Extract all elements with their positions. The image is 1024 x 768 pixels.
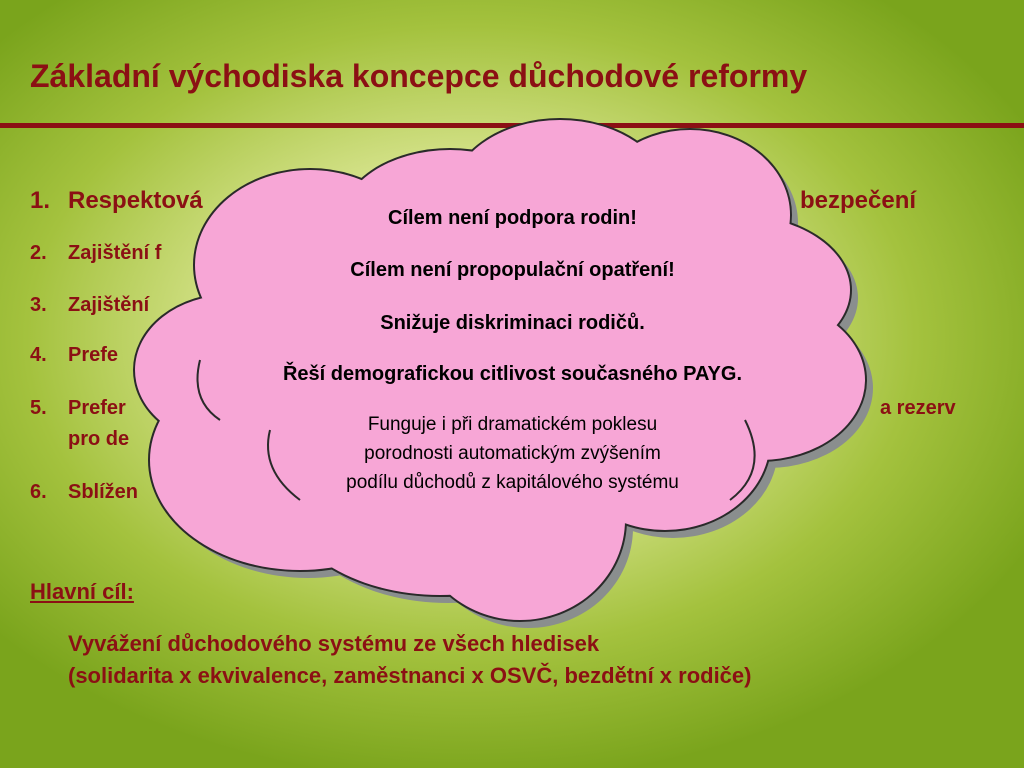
point-text: Zajištění [68,294,150,316]
point-text-end: a rezerv [880,397,956,419]
cloud-note-line-2: porodnosti automatickým zvýšením [364,443,661,464]
point-number: 2. [30,242,47,264]
point-number: 1. [30,187,51,214]
point-text: Prefe [68,344,119,366]
cloud-note [260,410,765,497]
cloud-line-3: Snižuje diskriminaci rodičů. [380,312,645,334]
cloud-line-4: Řeší demografickou citlivost současného PAYG. [282,363,743,385]
point-number: 5. [30,397,47,419]
cloud-note-line-1: Funguje i při dramatickém poklesu [367,414,658,435]
point-text: Prefer [68,397,126,419]
cloud-line-2: Cílem není propopulační opatření! [350,259,675,281]
point-text: Zajištění f [68,242,162,264]
point-text-end: bezpečení [800,187,917,214]
point-number: 6. [30,481,47,503]
slide-title: Základní východiska koncepce důchodové reformy [30,58,808,94]
point-number: 4. [30,344,47,366]
point-text: Respektová [68,187,203,214]
main-goal-line-2: (solidarita x ekvivalence, zaměstnanci x OSVČ, bezdětní x rodiče) [68,663,752,688]
cloud-note-line-3: podílu důchodů z kapitálového systému [346,472,679,493]
point-text-continuation: pro de [68,428,130,450]
point-text: Sblížen [68,481,139,503]
main-goal-label: Hlavní cíl: [30,579,134,604]
cloud-line-1: Cílem není podpora rodin! [388,207,637,229]
main-goal-line-1: Vyvážení důchodového systému ze všech hledisek [68,631,600,656]
point-number: 3. [30,294,47,316]
